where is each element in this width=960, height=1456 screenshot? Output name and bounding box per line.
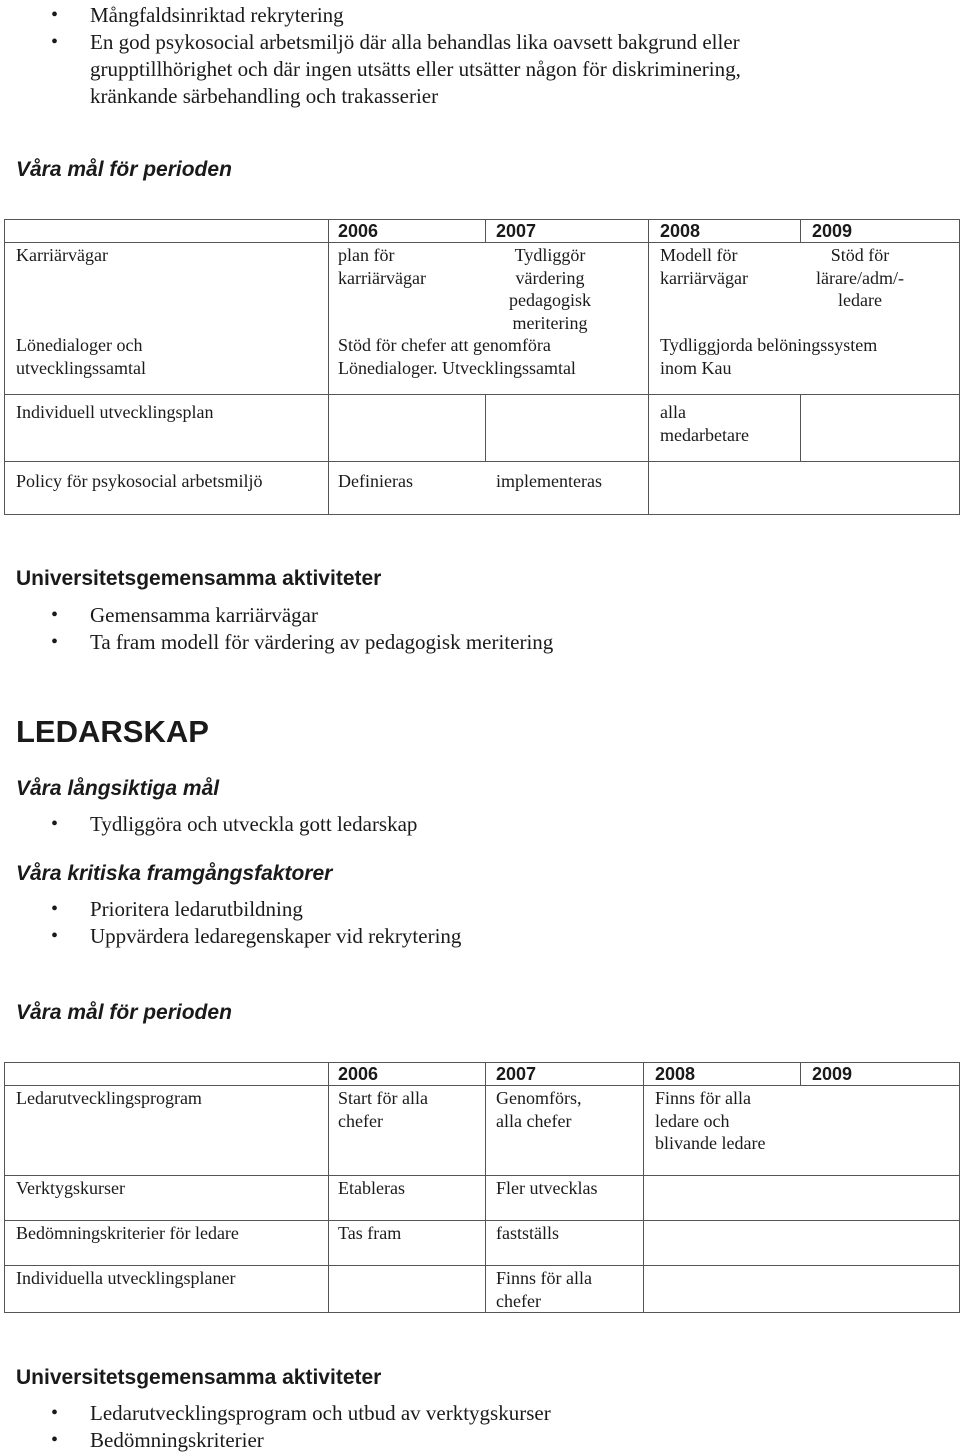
- row-label: Bedömningskriterier för ledare: [16, 1223, 239, 1243]
- table-rule: [5, 242, 959, 243]
- activity-bullet: • Gemensamma karriärvägar: [51, 603, 318, 627]
- table-cell: Stöd för chefer att genomföra Lönedialoger. Utvecklingssamtal: [338, 335, 576, 378]
- table-rule: [5, 461, 959, 462]
- table-rule: [5, 1265, 959, 1266]
- year-header: 2008: [660, 221, 701, 241]
- table-cell: Stöd för lärare/adm/- ledare: [816, 245, 904, 310]
- factor-bullet: • Prioritera ledarutbildning: [51, 897, 303, 921]
- activity-bullet: • Bedömningskriterier: [51, 1428, 264, 1452]
- row-label: Verktygskurser: [16, 1178, 125, 1198]
- table-cell: Tydliggjorda belöningssystem inom Kau: [660, 335, 878, 378]
- table-rule: [328, 220, 329, 514]
- table-cell: Definieras: [338, 471, 413, 491]
- table-cell: implementeras: [496, 471, 602, 491]
- table-rule: [5, 394, 959, 395]
- bullet-dot: •: [51, 31, 59, 53]
- table-rule: [800, 220, 801, 242]
- table-rule: [328, 1063, 329, 1312]
- table-cell: Finns för alla ledare och blivande ledare: [655, 1088, 766, 1153]
- goals-heading: Våra mål för perioden: [16, 1001, 232, 1024]
- year-header: 2006: [338, 1064, 379, 1084]
- goals-heading: Våra mål för perioden: [16, 158, 232, 181]
- row-label: Individuell utvecklingsplan: [16, 402, 214, 422]
- intro-bullet-continuation: grupptillhörighet och där ingen utsätts eller utsätter någon för diskriminering,: [90, 57, 741, 81]
- bullet-dot: •: [51, 1402, 59, 1424]
- longterm-bullet: • Tydliggöra och utveckla gott ledarskap: [51, 812, 418, 836]
- table-rule: [485, 220, 486, 242]
- activities-heading: Universitetsgemensamma aktiviteter: [16, 1366, 382, 1389]
- activity-bullet: • Ta fram modell för värdering av pedagogisk meritering: [51, 630, 554, 654]
- bullet-dot: •: [51, 4, 59, 26]
- year-header: 2009: [812, 221, 853, 241]
- table-rule: [800, 395, 801, 461]
- table-cell: fastställs: [496, 1223, 559, 1243]
- table-rule: [643, 1063, 644, 1312]
- table-cell: Tas fram: [338, 1223, 402, 1243]
- bullet-dot: •: [51, 631, 59, 653]
- intro-bullet: • Mångfaldsinriktad rekrytering: [51, 3, 344, 27]
- row-label: Ledarutvecklingsprogram: [16, 1088, 202, 1108]
- table-cell: Genomförs, alla chefer: [496, 1088, 582, 1131]
- year-header: 2007: [496, 221, 537, 241]
- year-header: 2008: [655, 1064, 696, 1084]
- section-title: LEDARSKAP: [16, 714, 209, 749]
- year-header: 2009: [812, 1064, 853, 1084]
- bullet-dot: •: [51, 604, 59, 626]
- bullet-dot: •: [51, 1429, 59, 1451]
- bullet-dot: •: [51, 813, 59, 835]
- row-label: Karriärvägar: [16, 245, 108, 265]
- activity-bullet: • Ledarutvecklingsprogram och utbud av verktygskurser: [51, 1401, 551, 1425]
- activities-heading: Universitetsgemensamma aktiviteter: [16, 567, 382, 590]
- table-rule: [5, 1175, 959, 1176]
- year-header: 2006: [338, 221, 379, 241]
- table-rule: [485, 1063, 486, 1312]
- table-cell: plan för karriärvägar: [338, 245, 426, 288]
- table-cell: Tydliggör värdering pedagogisk meritering: [509, 245, 591, 333]
- intro-bullet-continuation: kränkande särbehandling och trakasserier: [90, 84, 439, 108]
- bullet-dot: •: [51, 925, 59, 947]
- bullet-dot: •: [51, 898, 59, 920]
- table-rule: [648, 220, 649, 514]
- table-cell: Fler utvecklas: [496, 1178, 598, 1198]
- factors-heading: Våra kritiska framgångsfaktorer: [16, 862, 333, 885]
- row-label: Individuella utvecklingsplaner: [16, 1268, 236, 1288]
- table-rule: [485, 395, 486, 461]
- table-rule: [5, 1220, 959, 1221]
- table-cell: Start för alla chefer: [338, 1088, 428, 1131]
- longterm-heading: Våra långsiktiga mål: [16, 777, 220, 800]
- table-cell: Etableras: [338, 1178, 405, 1198]
- table-rule: [5, 1085, 959, 1086]
- table-rule: [800, 1063, 801, 1085]
- table-cell: Modell för karriärvägar: [660, 245, 748, 288]
- table-cell: alla medarbetare: [660, 402, 749, 445]
- table-cell: Finns för alla chefer: [496, 1268, 592, 1311]
- row-label: Lönedialoger och utvecklingssamtal: [16, 335, 146, 378]
- row-label: Policy för psykosocial arbetsmiljö: [16, 471, 263, 491]
- factor-bullet: • Uppvärdera ledaregenskaper vid rekrytering: [51, 924, 462, 948]
- intro-bullet: • En god psykosocial arbetsmiljö där alla behandlas lika oavsett bakgrund eller: [51, 30, 740, 54]
- year-header: 2007: [496, 1064, 537, 1084]
